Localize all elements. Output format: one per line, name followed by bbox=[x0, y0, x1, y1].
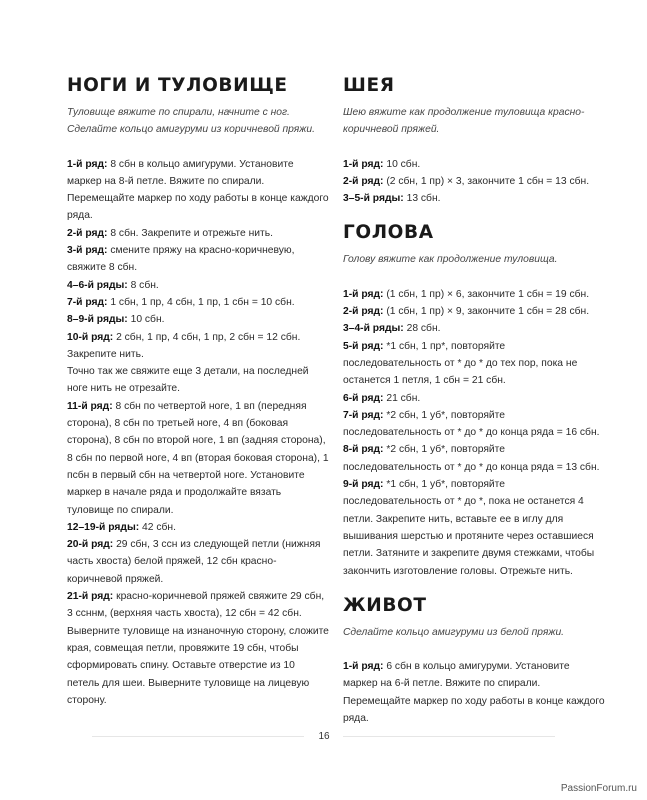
row-label: 11-й ряд: bbox=[67, 400, 113, 412]
section-title-legs-body: НОГИ И ТУЛОВИЩЕ bbox=[67, 75, 288, 96]
row-label: 3–5-й ряды: bbox=[343, 193, 404, 205]
row-label: 1-й ряд: bbox=[343, 288, 384, 300]
section-intro-belly: Сделайте кольцо амигуруми из белой пряжи. bbox=[343, 626, 565, 638]
row-text: 13 сбн. bbox=[403, 193, 441, 205]
instruction-row bbox=[67, 311, 329, 328]
row-text: Точно так же свяжите еще 3 детали, на последней ноге нить не отрезайте. bbox=[67, 366, 309, 395]
instruction-row bbox=[67, 294, 329, 311]
row-text: 28 сбн. bbox=[403, 323, 441, 335]
row-text: *2 сбн, 1 уб*, повторяйте последовательность от * до * до конца ряда = 13 сбн. bbox=[343, 444, 600, 473]
instruction-list-belly bbox=[343, 658, 605, 727]
row-label: 3–4-й ряды: bbox=[343, 323, 404, 335]
row-label: 1-й ряд: bbox=[67, 158, 108, 170]
row-label: 8–9-й ряды: bbox=[67, 314, 128, 326]
instruction-row bbox=[343, 286, 605, 303]
row-text: 42 сбн. bbox=[139, 521, 176, 533]
row-text: Выверните туловище на изнаночную сторону, сложите края, совмещая петли, провяжите 19 сбн, чтобы сформировать спину. Оставьте отверстие из 10 петель для шеи. Выверните туловище на лицевую сторону. bbox=[67, 625, 329, 706]
row-label: 7-й ряд: bbox=[343, 409, 384, 421]
right-column bbox=[343, 74, 605, 727]
instruction-row bbox=[343, 173, 605, 190]
instruction-row bbox=[343, 156, 605, 173]
row-label: 5-й ряд: bbox=[343, 340, 384, 352]
row-text: (2 сбн, 1 пр) × 3, закончите 1 сбн = 13 сбн. bbox=[383, 175, 590, 187]
watermark: PassionForum.ru bbox=[560, 783, 637, 794]
row-label: 1-й ряд: bbox=[343, 661, 384, 673]
row-label: 2-й ряд: bbox=[343, 306, 384, 318]
row-text: 6 сбн в кольцо амигуруми. Установите маркер на 6-й петле. Вяжите по спирали. Перемещайте маркер по ходу работы в конце каждого ряда. bbox=[343, 661, 605, 725]
instruction-row bbox=[67, 156, 329, 225]
instruction-row bbox=[343, 476, 605, 580]
section-title-neck: ШЕЯ bbox=[343, 75, 395, 96]
instruction-row bbox=[343, 190, 605, 207]
instruction-row bbox=[67, 277, 329, 294]
row-text: 8 сбн. Закрепите и отрежьте нить. bbox=[107, 227, 273, 239]
instruction-row bbox=[67, 398, 329, 519]
row-text: *2 сбн, 1 уб*, повторяйте последовательность от * до * до конца ряда = 16 сбн. bbox=[343, 409, 600, 439]
instruction-row bbox=[67, 588, 329, 623]
row-text: 2 сбн, 1 пр, 4 сбн, 1 пр, 2 сбн = 12 сбн. Закрепите нить. bbox=[67, 331, 301, 360]
section-intro-head: Голову вяжите как продолжение туловища. bbox=[343, 254, 558, 266]
row-text: смените пряжу на красно-коричневую, свяжите 8 сбн. bbox=[67, 245, 295, 274]
row-text: 8 сбн. bbox=[127, 279, 159, 291]
instruction-row bbox=[67, 225, 329, 242]
row-text: красно-коричневой пряжей свяжите 29 сбн, 3 ссннм, (верхняя часть хвоста), 12 сбн = 42 сбн. bbox=[67, 591, 325, 620]
instruction-row bbox=[67, 242, 329, 277]
row-label: 6-й ряд: bbox=[343, 392, 384, 404]
row-text: 29 сбн, 3 ссн из следующей петли (нижняя часть хвоста) белой пряжей, 12 сбн красно-коричневой пряжей. bbox=[67, 539, 321, 585]
footer-rule-right bbox=[343, 736, 555, 737]
row-text: 21 сбн. bbox=[383, 392, 421, 404]
instruction-row bbox=[343, 338, 605, 390]
left-column bbox=[67, 74, 329, 709]
row-text: 8 сбн в кольцо амигуруми. Установите маркер на 8-й петле. Вяжите по спирали. Перемещайте маркер по ходу работы в конце каждого ряда. bbox=[67, 158, 329, 222]
row-text: (1 сбн, 1 пр) × 6, закончите 1 сбн = 19 сбн. bbox=[383, 288, 590, 300]
row-text: (1 сбн, 1 пр) × 9, закончите 1 сбн = 28 сбн. bbox=[383, 306, 590, 318]
row-label: 2-й ряд: bbox=[343, 175, 384, 187]
row-label: 10-й ряд: bbox=[67, 331, 114, 343]
instruction-row bbox=[343, 390, 605, 407]
instruction-list-head bbox=[343, 286, 605, 580]
section-intro-legs-body: Туловище вяжите по спирали, начните с ног. Сделайте кольцо амигуруми из коричневой пряжи. bbox=[67, 107, 315, 136]
row-label: 20-й ряд: bbox=[67, 539, 114, 551]
section-title-belly: ЖИВОТ bbox=[343, 594, 427, 616]
row-label: 8-й ряд: bbox=[343, 444, 384, 456]
row-label: 3-й ряд: bbox=[67, 245, 108, 257]
instruction-row bbox=[67, 623, 329, 709]
instruction-row bbox=[343, 303, 605, 320]
row-text: *1 сбн, 1 уб*, повторяйте последовательность от * до *, пока не останется 4 петли. Закрепите нить, вставьте ее в иглу для вышивания шерстью и протяните через оставшиеся петли. Затяните и закрепите двумя стежками, чтобы закончить изготовление головы. Отрежьте нить. bbox=[343, 479, 595, 577]
instruction-list-legs-body bbox=[67, 156, 329, 710]
instruction-row bbox=[343, 320, 605, 337]
instruction-row bbox=[343, 407, 605, 442]
row-label: 1-й ряд: bbox=[343, 158, 384, 170]
row-label: 7-й ряд: bbox=[67, 296, 108, 308]
instruction-list-neck bbox=[343, 156, 605, 208]
row-text: 10 сбн. bbox=[383, 158, 421, 170]
row-label: 21-й ряд: bbox=[67, 591, 114, 603]
row-label: 9-й ряд: bbox=[343, 479, 384, 491]
instruction-row bbox=[343, 441, 605, 476]
row-text: 10 сбн. bbox=[127, 314, 165, 326]
instruction-row bbox=[67, 363, 329, 398]
row-label: 2-й ряд: bbox=[67, 227, 108, 239]
row-text: 1 сбн, 1 пр, 4 сбн, 1 пр, 1 сбн = 10 сбн. bbox=[107, 296, 295, 308]
footer-rule-left bbox=[92, 736, 304, 737]
row-label: 4–6-й ряды: bbox=[67, 279, 128, 291]
page-number: 16 bbox=[318, 731, 330, 742]
instruction-row bbox=[67, 519, 329, 536]
instruction-row bbox=[67, 536, 329, 588]
section-title-head: ГОЛОВА bbox=[343, 222, 434, 244]
row-label: 12–19-й ряды: bbox=[67, 521, 140, 533]
row-text: 8 сбн по четвертой ноге, 1 вп (передняя сторона), 8 сбн по третьей ноге, 4 вп (боковая сторона), 8 сбн по второй ноге, 1 вп (задняя сторона), 8 сбн по первой ноге, 4 вп (вторая боковая сторона), 1 псбн в первый сбн на четвертой ноге. Установите маркер в начале ряда и продолжайте вязать туловище по спирали. bbox=[67, 400, 329, 516]
instruction-row bbox=[343, 658, 605, 727]
section-intro-neck: Шею вяжите как продолжение туловища красно-коричневой пряжей. bbox=[343, 107, 585, 136]
row-text: *1 сбн, 1 пр*, повторяйте последовательность от * до * до тех пор, пока не останется 1 петля, 1 сбн = 21 сбн. bbox=[343, 340, 578, 387]
instruction-row bbox=[67, 329, 329, 364]
